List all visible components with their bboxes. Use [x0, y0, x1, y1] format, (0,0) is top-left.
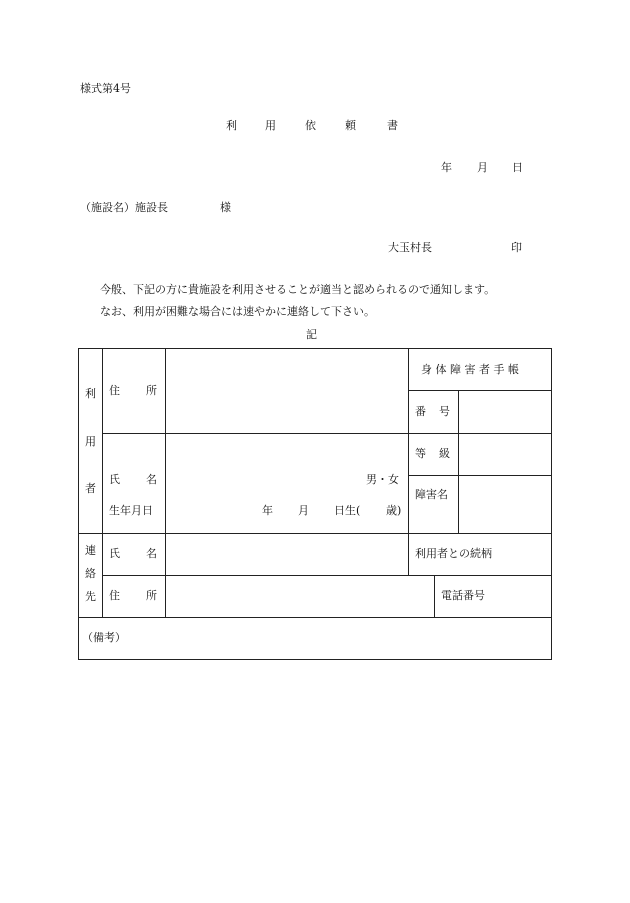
contact-group-char: 先	[85, 590, 96, 603]
date-month: 月	[477, 161, 488, 174]
disability-label: 障害名	[415, 488, 448, 501]
name-label-char: 名	[146, 473, 157, 486]
remarks-label: （備考）	[82, 631, 126, 644]
contact-group-char: 絡	[85, 567, 96, 580]
form-number: 様式第4号	[80, 82, 131, 95]
title-char: 頼	[345, 119, 356, 132]
address-label-char: 住	[109, 384, 120, 397]
table-rule	[434, 575, 435, 618]
body-line-1: 今般、下記の方に貴施設を利用させることが適当と認められるので通知します。	[100, 283, 496, 296]
address-field[interactable]	[166, 349, 408, 433]
number-label-char: 番	[415, 405, 426, 418]
contact-address-label-char: 所	[146, 589, 157, 602]
table-rule	[78, 617, 552, 618]
contact-group-char: 連	[85, 544, 96, 557]
table-border-right	[551, 348, 552, 660]
contact-address-field[interactable]	[166, 576, 434, 617]
name-label-char: 氏	[109, 473, 120, 486]
grade-field[interactable]	[459, 434, 551, 475]
relation-label: 利用者との続柄	[415, 547, 492, 560]
seal-mark: 印	[511, 241, 522, 254]
contact-name-label-char: 氏	[109, 547, 120, 560]
birth-day: 日生(	[334, 504, 361, 517]
phone-label: 電話番号	[441, 589, 485, 602]
birth-date-label: 生年月日	[109, 504, 153, 517]
handbook-label: 身 体 障 害 者 手 帳	[421, 363, 519, 376]
date-day: 日	[512, 161, 523, 174]
user-group-char: 者	[85, 482, 96, 495]
user-group-char: 用	[85, 435, 96, 448]
honorific: 様	[220, 201, 231, 214]
disability-field[interactable]	[459, 476, 551, 533]
title-char: 書	[387, 119, 398, 132]
birth-year: 年	[262, 504, 273, 517]
body-line-2: なお、利用が困難な場合には速やかに連絡して下さい。	[100, 305, 375, 318]
date-year: 年	[441, 161, 452, 174]
grade-label-char: 級	[439, 447, 450, 460]
table-rule	[102, 348, 103, 618]
birth-month: 月	[298, 504, 309, 517]
form-table	[78, 348, 552, 660]
title-char: 利	[226, 119, 237, 132]
addressee: （施設名）施設長	[80, 201, 168, 214]
table-border-bottom	[78, 659, 552, 660]
number-label-char: 号	[439, 405, 450, 418]
gender-select[interactable]: 男・女	[366, 473, 399, 486]
age: 歳)	[386, 504, 402, 517]
address-label-char: 所	[146, 384, 157, 397]
contact-name-field[interactable]	[166, 534, 408, 575]
user-group-char: 利	[85, 387, 96, 400]
handbook-number-field[interactable]	[459, 391, 551, 433]
contact-name-label-char: 名	[146, 547, 157, 560]
issuer: 大玉村長	[388, 241, 432, 254]
title-char: 依	[305, 119, 316, 132]
grade-label-char: 等	[415, 447, 426, 460]
title-char: 用	[265, 119, 276, 132]
record-label: 記	[306, 328, 317, 341]
table-border-left	[78, 348, 79, 660]
table-rule	[408, 348, 409, 576]
contact-address-label-char: 住	[109, 589, 120, 602]
